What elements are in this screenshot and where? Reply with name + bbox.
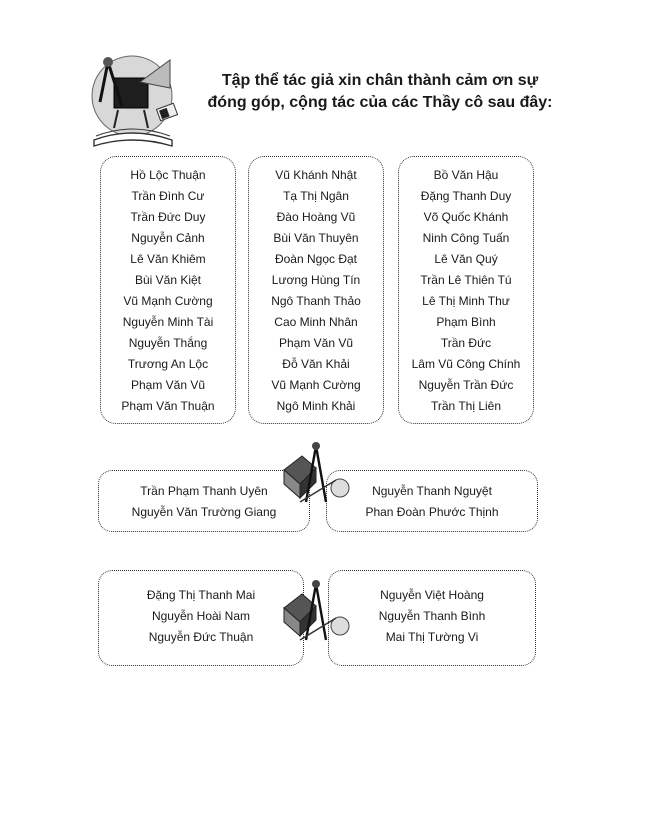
list-item: Trần Đức Duy	[130, 210, 206, 224]
list-item: Hồ Lộc Thuận	[130, 168, 206, 182]
list-item: Cao Minh Nhân	[274, 315, 358, 329]
list-item: Lương Hùng Tín	[271, 273, 361, 287]
name-column-1	[100, 156, 236, 424]
geometry-clipart-icon	[280, 578, 352, 642]
list-item: Trần Phạm Thanh Uyên	[140, 484, 268, 498]
name-box-2-left	[98, 470, 310, 532]
list-item: Đỗ Văn Khải	[282, 357, 350, 371]
list-item: Nguyễn Hoài Nam	[151, 609, 251, 623]
list-item: Nguyễn Thanh Nguyệt	[372, 484, 492, 498]
list-item: Đào Hoàng Vũ	[276, 210, 356, 224]
list-item: Trần Đình Cư	[131, 189, 205, 203]
list-item: Đoàn Ngọc Đạt	[274, 252, 358, 266]
list-item: Phan Đoàn Phước Thịnh	[365, 505, 499, 519]
list-item: Lê Văn Quý	[434, 252, 498, 266]
name-column-2	[248, 156, 384, 424]
list-item: Nguyễn Thắng	[128, 336, 208, 350]
list-item: Phạm Văn Vũ	[278, 336, 354, 350]
list-item: Ninh Công Tuấn	[422, 231, 510, 245]
list-item: Bồ Văn Hậu	[433, 168, 499, 182]
list-item: Đặng Thị Thanh Mai	[146, 588, 256, 602]
name-box-3-right	[328, 570, 536, 666]
list-item: Phạm Văn Vũ	[130, 378, 206, 392]
list-item: Lê Văn Khiêm	[130, 252, 206, 266]
geometry-clipart-icon	[280, 440, 352, 504]
list-item: Trương An Lộc	[127, 357, 209, 371]
list-item: Phạm Văn Thuận	[121, 399, 215, 413]
list-item: Nguyễn Trần Đức	[418, 378, 514, 392]
list-item: Nguyễn Cảnh	[131, 231, 205, 245]
list-item: Nguyễn Việt Hoàng	[380, 588, 484, 602]
list-item: Nguyễn Văn Trường Giang	[131, 505, 277, 519]
name-box-3-left	[98, 570, 304, 666]
list-item: Vũ Khánh Nhật	[275, 168, 357, 182]
classroom-emblem-icon	[88, 48, 206, 148]
list-item: Võ Quốc Khánh	[423, 210, 509, 224]
list-item: Nguyễn Minh Tài	[122, 315, 214, 329]
list-item: Vũ Mạnh Cường	[271, 378, 361, 392]
list-item: Đặng Thanh Duy	[420, 189, 512, 203]
name-box-2-right	[326, 470, 538, 532]
heading-line-2: đóng góp, cộng tác của các Thầy cô sau đây:	[207, 94, 553, 111]
list-item: Trần Thị Liên	[430, 399, 502, 413]
name-column-3	[398, 156, 534, 424]
list-item: Mai Thị Tường Vi	[385, 630, 479, 644]
list-item: Nguyễn Thanh Bình	[378, 609, 486, 623]
list-item: Phạm Bình	[436, 315, 496, 329]
list-item: Ngô Minh Khải	[276, 399, 356, 413]
list-item: Nguyễn Đức Thuận	[148, 630, 254, 644]
list-item: Tạ Thị Ngân	[283, 189, 349, 203]
list-item: Trần Lê Thiên Tú	[420, 273, 512, 287]
list-item: Trần Đức	[440, 336, 492, 350]
list-item: Vũ Mạnh Cường	[123, 294, 213, 308]
list-item: Lâm Vũ Công Chính	[411, 357, 521, 371]
list-item: Lê Thị Minh Thư	[422, 294, 510, 308]
list-item: Bùi Văn Thuyên	[273, 231, 359, 245]
list-item: Bùi Văn Kiệt	[134, 273, 202, 287]
list-item: Ngô Thanh Thảo	[271, 294, 361, 308]
acknowledgement-heading	[200, 70, 560, 114]
heading-line-1: Tập thể tác giả xin chân thành cảm ơn sự	[221, 72, 539, 89]
